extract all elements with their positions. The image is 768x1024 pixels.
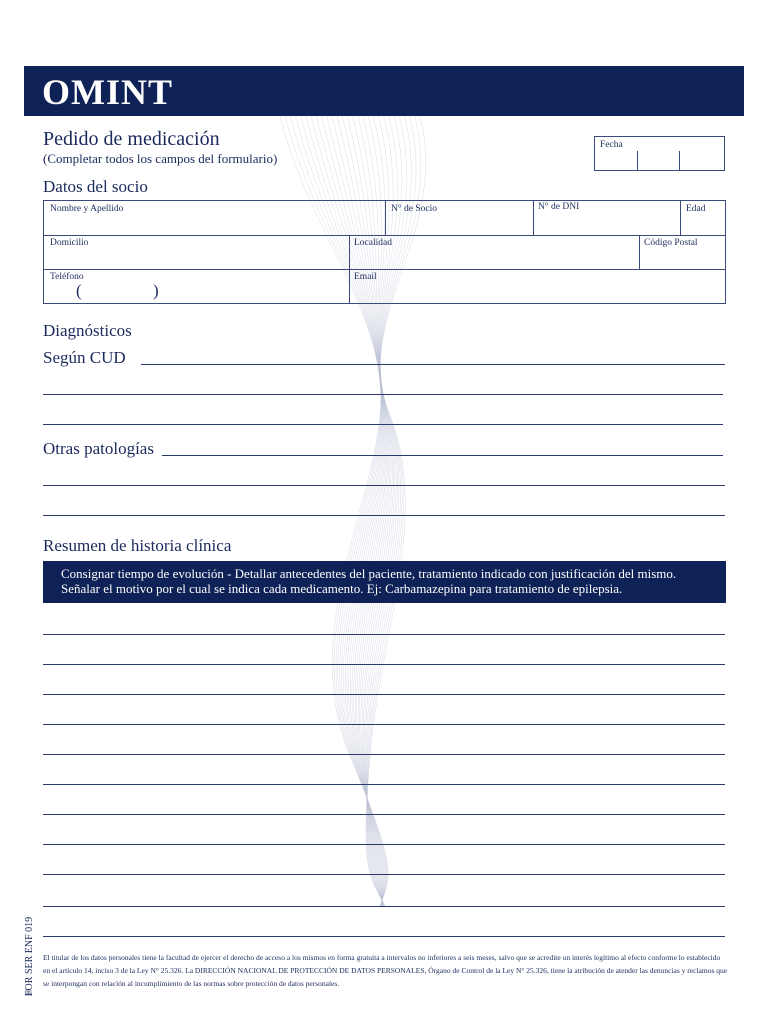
diagnosis-section-title: Diagnósticos: [43, 321, 132, 340]
history-instructions-box: [43, 561, 726, 603]
zip-code-label: Código Postal: [644, 238, 698, 248]
form-title: Pedido de medicación: [43, 128, 220, 150]
history-line[interactable]: [43, 754, 725, 755]
history-line[interactable]: [43, 936, 725, 937]
city-label: Localidad: [354, 238, 392, 248]
history-line[interactable]: [43, 634, 725, 635]
age-label: Edad: [686, 204, 706, 214]
phone-field[interactable]: [45, 270, 348, 302]
zip-code-field[interactable]: [640, 236, 725, 268]
form-code: [18, 896, 44, 996]
address-field[interactable]: [45, 236, 348, 268]
member-section-title: Datos del socio: [43, 177, 148, 196]
history-line[interactable]: [43, 724, 725, 725]
other-pathologies-line[interactable]: [162, 455, 723, 456]
history-instruction-line: Consignar tiempo de evolución - Detallar antecedentes del paciente, tratamiento indicado con justificación del mismo.: [61, 566, 677, 581]
history-line[interactable]: [43, 844, 725, 845]
phone-area-open: (: [76, 281, 82, 300]
date-field[interactable]: [594, 136, 725, 171]
member-data-table: [43, 200, 726, 304]
history-line[interactable]: [43, 906, 725, 907]
history-line[interactable]: [43, 694, 725, 695]
date-divider: [637, 151, 638, 171]
history-line[interactable]: [43, 664, 725, 665]
name-field-label: Nombre y Apellido: [50, 204, 124, 214]
history-instruction-line: Señalar el motivo por el cual se indica cada medicamento. Ej: Carbamazepina para tratamiento de epilepsia.: [61, 581, 623, 596]
date-label: Fecha: [600, 140, 623, 150]
cud-line[interactable]: [43, 424, 723, 425]
history-line[interactable]: [43, 784, 725, 785]
legal-notice: El titular de los datos personales tiene la facultad de ejercer el derecho de acceso a los mismos en forma gratuita a intervalos no inferiores a seis meses, salvo que se acredite un interés legítimo al efecto conforme lo establecido en el artículo 14, inciso 3 de la Ley N° 25.326. La DIRECCIÓN NACIONAL DE PROTECCIÓN DE DATOS PERSONALES, Órgano de Control de la Ley N° 25.326, tiene la atribución de atender las denuncias y reclamos que se interpongan con relación al incumplimiento de las normas sobre protección de datos personales.: [43, 953, 728, 988]
name-field[interactable]: [45, 202, 384, 234]
phone-area-close: ): [153, 281, 159, 300]
other-pathologies-line[interactable]: [43, 515, 725, 516]
phone-label: Teléfono: [50, 272, 84, 282]
cud-line[interactable]: [43, 394, 723, 395]
omint-logo: OMINT: [42, 72, 173, 112]
history-section-title: Resumen de historia clínica: [43, 536, 232, 555]
form-code-text: FOR SER ENF 019: [24, 916, 35, 996]
age-field[interactable]: [681, 202, 725, 234]
email-field[interactable]: [350, 270, 725, 302]
form-subtitle: (Completar todos los campos del formulario): [43, 151, 278, 166]
city-field[interactable]: [350, 236, 638, 268]
address-label: Domicilio: [50, 238, 89, 248]
email-label: Email: [354, 272, 377, 282]
cud-label: Según CUD: [43, 348, 126, 367]
member-number-label: N° de Socio: [391, 204, 438, 214]
other-pathologies-label: Otras patologías: [43, 439, 154, 458]
cud-line[interactable]: [141, 364, 725, 365]
other-pathologies-line[interactable]: [43, 485, 725, 486]
dni-field[interactable]: [534, 202, 679, 234]
member-number-field[interactable]: [386, 202, 532, 234]
history-line[interactable]: [43, 814, 725, 815]
dni-label: N° de DNI: [538, 202, 580, 212]
date-divider: [679, 151, 680, 171]
history-line[interactable]: [43, 874, 725, 875]
